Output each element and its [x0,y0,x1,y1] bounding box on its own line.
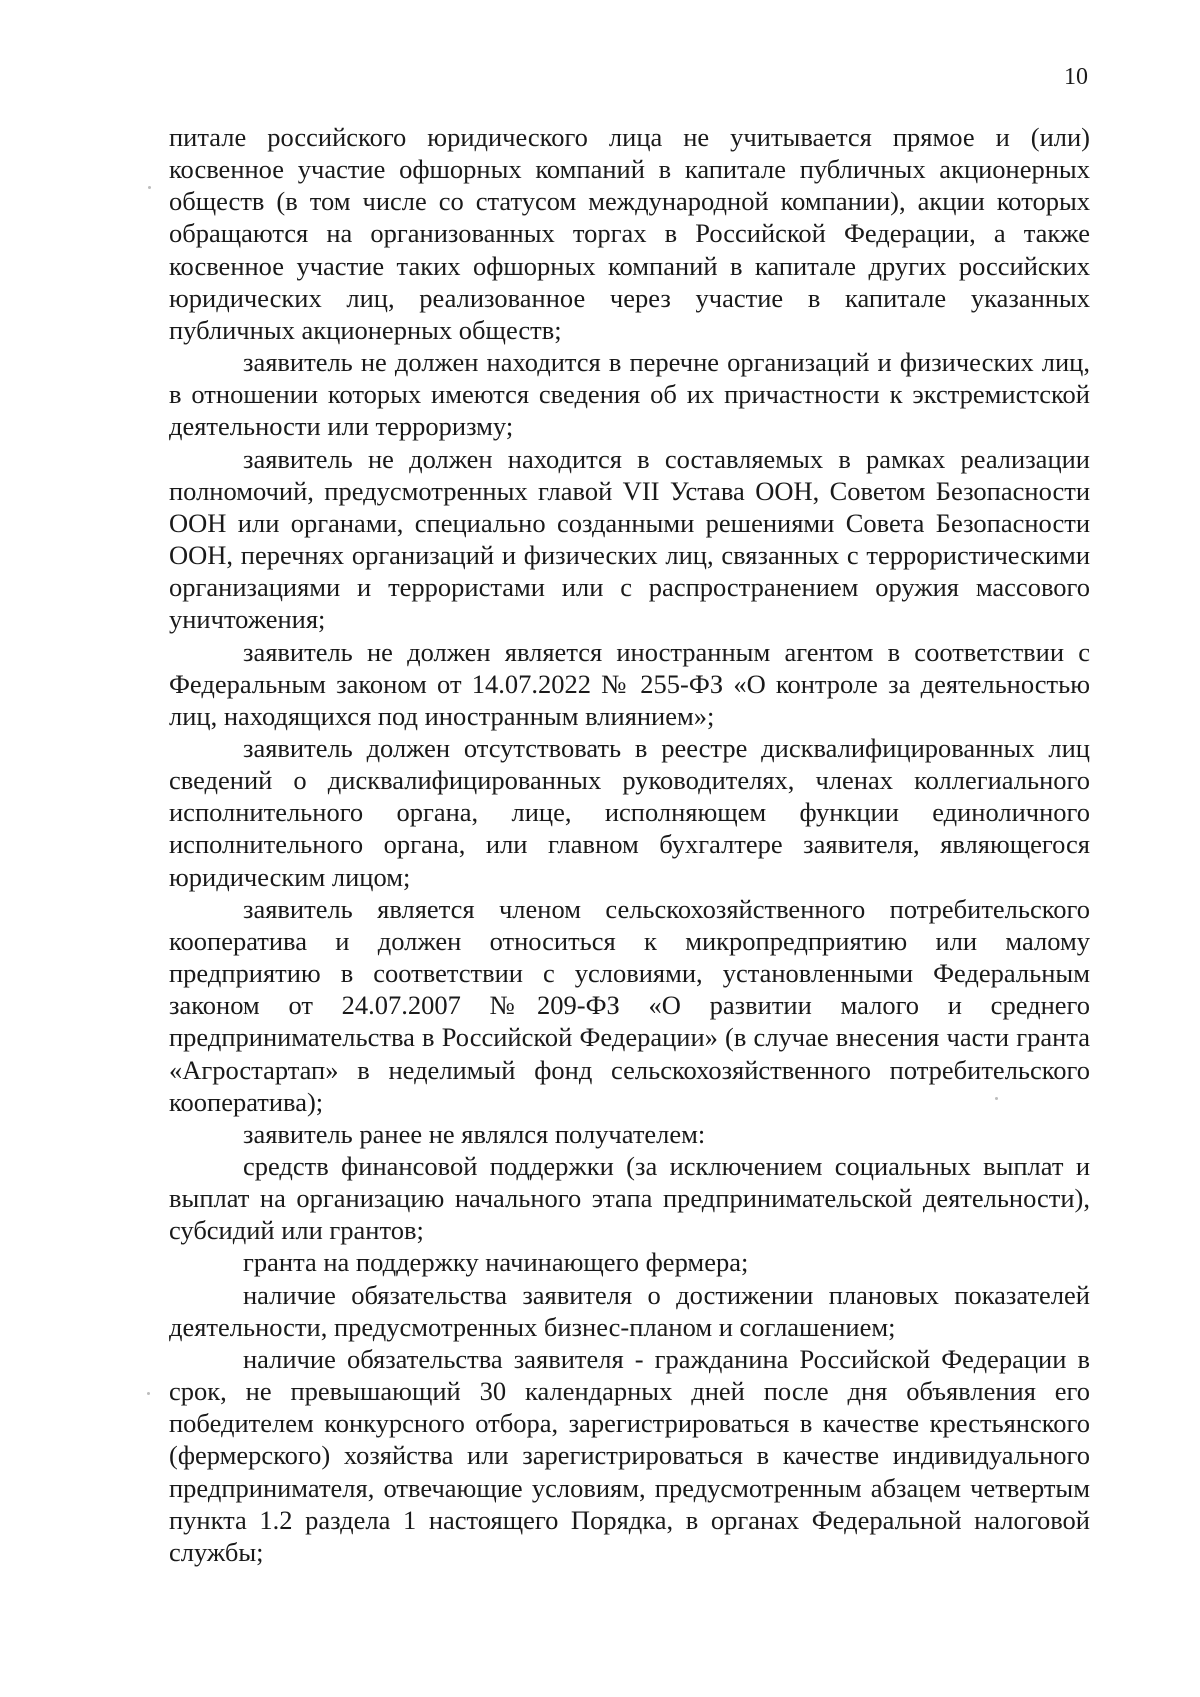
scan-speck [995,1097,998,1100]
paragraph-not-previous-recipient: заявитель ранее не являлся получателем: [243,1118,706,1149]
paragraph-financial-support: средств финансовой поддержки (за исключением социальных выплат и выплат на организацию начального этапа предпринимательской деятельности), субсидий или грантов; [169,1151,1090,1246]
document-body [169,121,1090,1568]
paragraph-novice-farmer-grant: гранта на поддержку начинающего фермера; [243,1247,749,1278]
paragraph-offshore-participation: питале российского юридического лица не учитывается прямое и (или) косвенное участие офшорных компаний в капитале публичных акционерных обществ (в том числе со статусом международной компании), акции которых обращаются на организованных торгах в Российской Федерации, а также косвенное участие таких офшорных компаний в капитале других российских юридических лиц, реализованное через участие в капитале указанных публичных акционерных обществ; [169,122,1090,345]
paragraph-cooperative-member: заявитель является членом сельскохозяйственного потребительского кооператива и должен относиться к микропредприятию или малому предприятию в соответствии с условиями, установленными Федеральным законом от 24.07.2007 №209-ФЗ «О развитии малого и среднего предпринимательства в Российской Федерации» (в случае внесения части гранта «Агростартап» в неделимый фонд сельскохозяйственного потребительского кооператива); [169,893,1090,1117]
paragraph-planned-indicators-obligation: наличие обязательства заявителя о достижении плановых показателей деятельности, предусмотренных бизнес-планом и соглашением; [169,1279,1090,1342]
scan-speck [148,186,151,189]
scan-speck [147,1392,150,1395]
paragraph-un-security-council-lists: заявитель не должен находится в составляемых в рамках реализации полномочий, предусмотренных главой VII Устава ООН, Советом Безопасности ООН или органами, специально созданными решениями Совета Безопасности ООН, перечнях организаций и физических лиц, связанных с террористическими организациями и террористами или с распространением оружия массового уничтожения; [169,443,1090,635]
page-number: 10 [1064,64,1088,90]
paragraph-foreign-agent: заявитель не должен является иностранным агентом в соответствии с Федеральным законом от 14.07.2022 № 255-ФЗ «О контроле за деятельностью лиц, находящихся под иностранным влиянием»; [169,636,1090,731]
paragraph-registration-obligation: наличие обязательства заявителя - гражданина Российской Федерации в срок, не превышающий 30 календарных дней после дня объявления его победителем конкурсного отбора, зарегистрироваться в качестве крестьянского (фермерского) хозяйства или зарегистрироваться в качестве индивидуального предпринимателя, отвечающие условиям, предусмотренным абзацем четвертым пункта 1.2 раздела 1 настоящего Порядка, в органах Федеральной налоговой службы; [169,1343,1090,1567]
paragraph-extremism-list: заявитель не должен находится в перечне организаций и физических лиц, в отношении которых имеются сведения об их причастности к экстремистской деятельности или терроризму; [169,347,1090,442]
paragraph-disqualified-persons-registry: заявитель должен отсутствовать в реестре дисквалифицированных лиц сведений о дисквалифицированных руководителях, членах коллегиального исполнительного органа, лице, исполняющем функции единоличного исполнительного органа, или главном бухгалтере заявителя, являющегося юридическим лицом; [169,732,1090,892]
